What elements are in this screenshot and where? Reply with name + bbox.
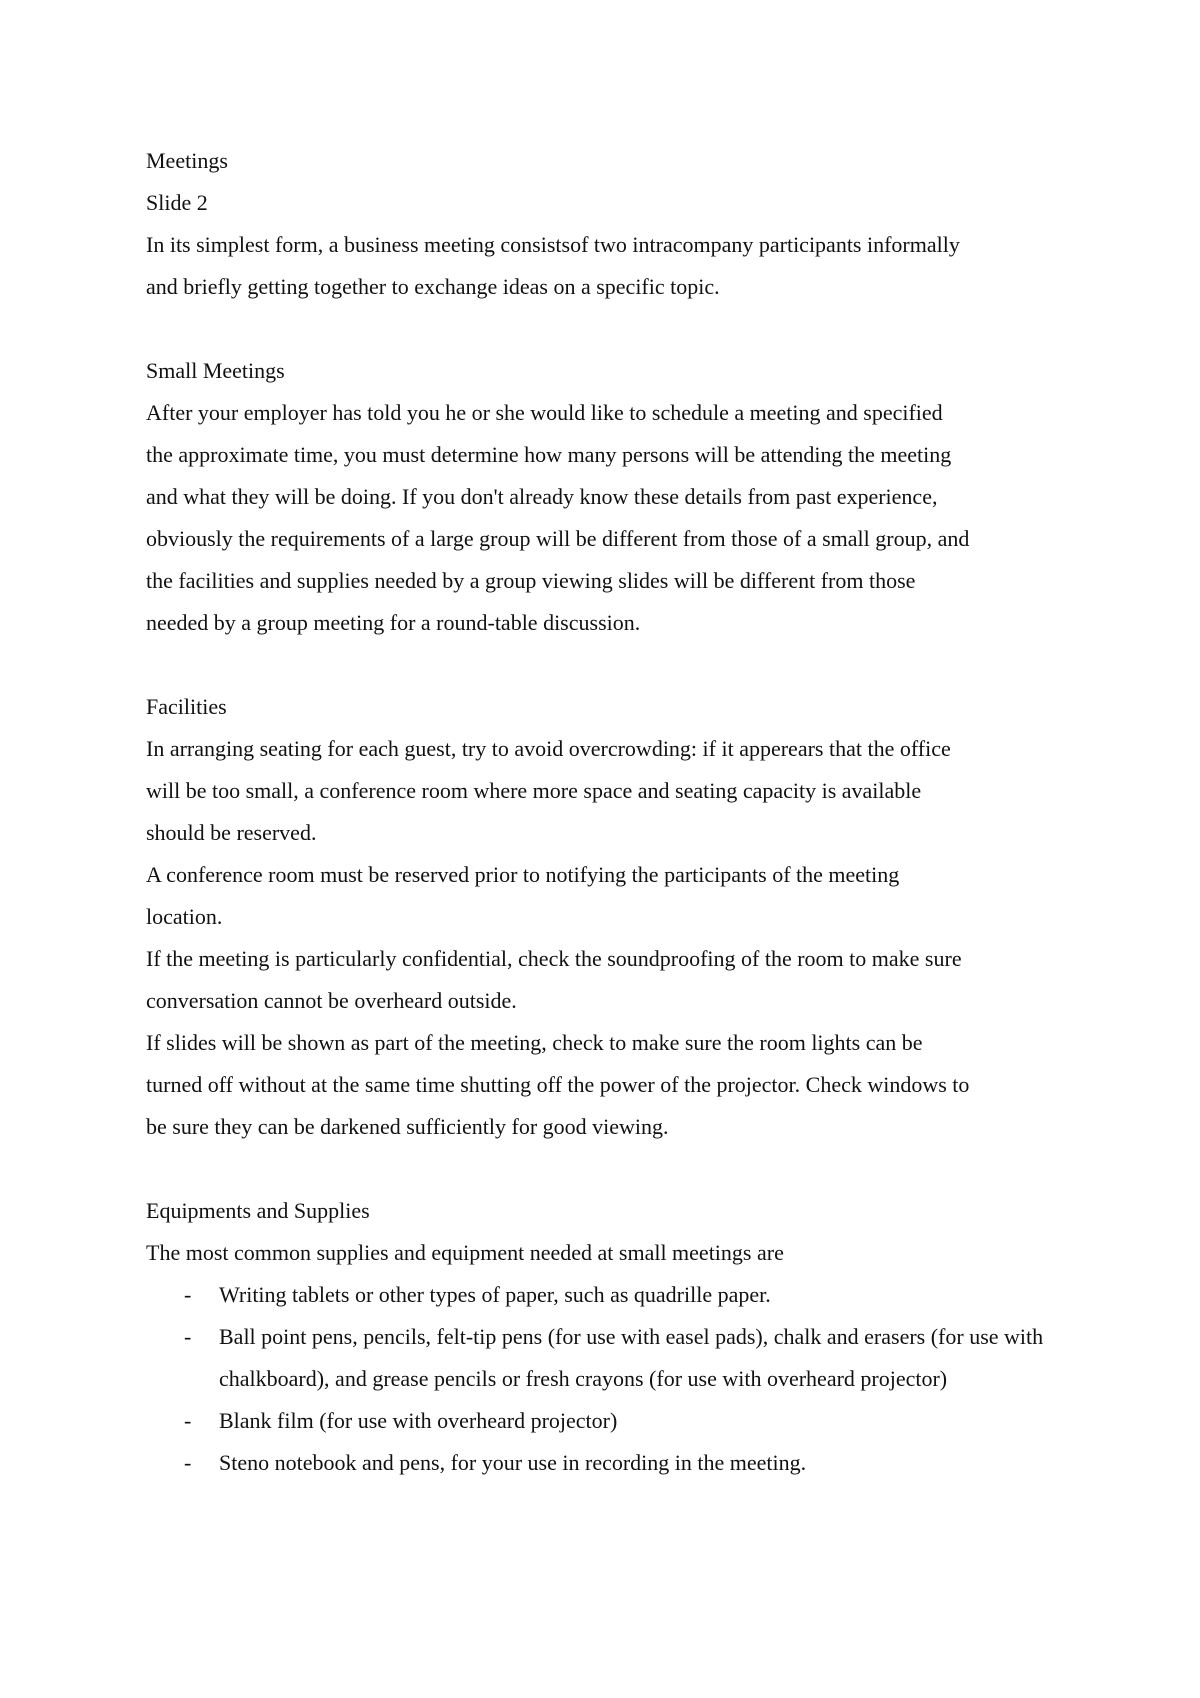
small-meetings-line: After your employer has told you he or she would like to schedule a meeting and specified (146, 400, 943, 425)
bullet-dash: - (184, 1408, 192, 1433)
facilities-line: should be reserved. (146, 820, 317, 845)
small-meetings-line: obviously the requirements of a large group will be different from those of a small group, and (146, 526, 970, 551)
facilities-line: A conference room must be reserved prior to notifying the participants of the meeting (146, 862, 900, 887)
bullet-dash: - (184, 1450, 192, 1475)
paragraph-gap (146, 1148, 1076, 1190)
small-meetings-line: the approximate time, you must determine how many persons will be attending the meeting (146, 442, 952, 467)
bullet-dash: - (184, 1282, 192, 1307)
small-meetings-line: needed by a group meeting for a round-table discussion. (146, 610, 641, 635)
equipment-intro: The most common supplies and equipment needed at small meetings are (146, 1240, 784, 1265)
list-item-text: Steno notebook and pens, for your use in recording in the meeting. (219, 1450, 807, 1475)
facilities-line: In arranging seating for each guest, try to avoid overcrowding: if it apperears that the office (146, 736, 951, 761)
small-meetings-line: and what they will be doing. If you don't already know these details from past experience, (146, 484, 938, 509)
facilities-heading: Facilities (146, 694, 227, 719)
facilities-line: conversation cannot be overheard outside. (146, 988, 517, 1013)
equipment-heading: Equipments and Supplies (146, 1198, 370, 1223)
list-item (146, 1316, 1076, 1400)
intro-line-2: and briefly getting together to exchange ideas on a specific topic. (146, 274, 720, 299)
facilities-line: be sure they can be darkened sufficiently for good viewing. (146, 1114, 669, 1139)
facilities-line: turned off without at the same time shutting off the power of the projector. Check windows to (146, 1072, 970, 1097)
facilities-line: location. (146, 904, 223, 929)
list-item (146, 1400, 1076, 1442)
paragraph-gap (146, 644, 1076, 686)
paragraph-gap (146, 308, 1076, 350)
facilities-line: If the meeting is particularly confidential, check the soundproofing of the room to make sure (146, 946, 962, 971)
facilities-line: If slides will be shown as part of the meeting, check to make sure the room lights can be (146, 1030, 923, 1055)
list-item (146, 1442, 1076, 1484)
document-title: Meetings (146, 148, 228, 173)
list-item-text: Ball point pens, pencils, felt-tip pens (for use with easel pads), chalk and erasers (for use with chalkboard), and grease pencils or fresh crayons (for use with overheard projector) (219, 1324, 1044, 1391)
list-item-text: Writing tablets or other types of paper, such as quadrille paper. (219, 1282, 771, 1307)
small-meetings-heading: Small Meetings (146, 358, 285, 383)
intro-line-1: In its simplest form, a business meeting consistsof two intracompany participants informally (146, 232, 960, 257)
document-page (146, 140, 1076, 1484)
facilities-line: will be too small, a conference room where more space and seating capacity is available (146, 778, 922, 803)
small-meetings-line: the facilities and supplies needed by a group viewing slides will be different from those (146, 568, 916, 593)
slide-label: Slide 2 (146, 190, 208, 215)
list-item-text: Blank film (for use with overheard projector) (219, 1408, 618, 1433)
list-item (146, 1274, 1076, 1316)
bullet-dash: - (184, 1324, 192, 1349)
equipment-list (146, 1274, 1076, 1484)
